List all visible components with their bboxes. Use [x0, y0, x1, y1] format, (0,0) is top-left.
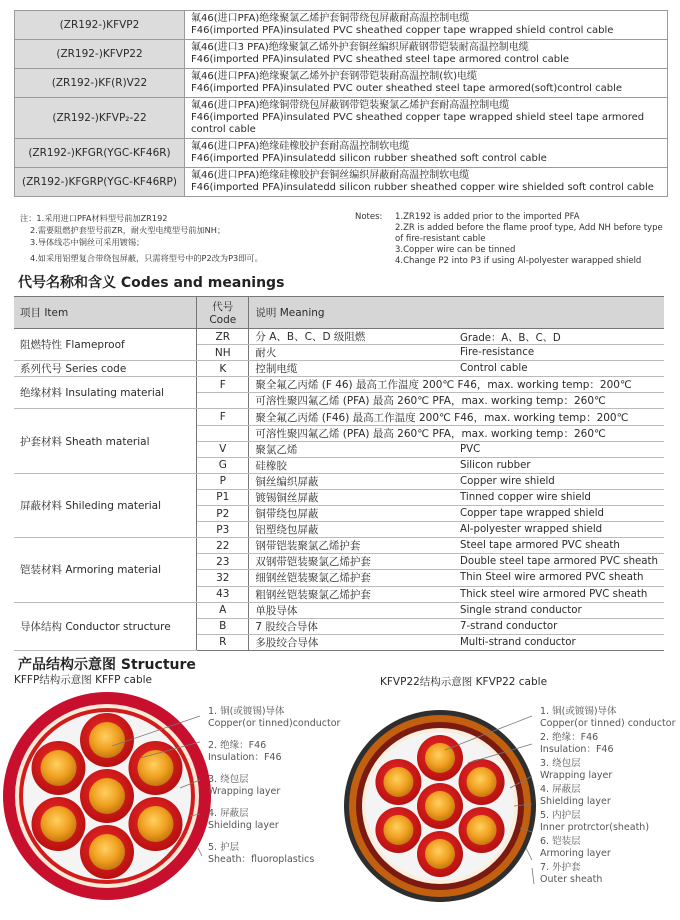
- code-meaning-en: Copper wire shield: [454, 473, 664, 489]
- code-item: 导体结构 Conductor structure: [14, 602, 197, 650]
- legend-cn: 绝缘：F46: [552, 732, 599, 743]
- model-row: [15, 11, 668, 40]
- code-row: [14, 538, 664, 554]
- code-value: P: [197, 473, 249, 489]
- code-meaning-en: Multi-strand conductor: [454, 634, 664, 650]
- model-description: [185, 168, 668, 197]
- legend-en: Wrapping layer: [208, 785, 281, 797]
- legend-cn: 铠装层: [552, 836, 581, 847]
- code-meaning-cn: 多股绞合导体: [249, 634, 454, 650]
- code-value: ZR: [197, 329, 249, 345]
- code-meaning-cn: 铜带绕包屏蔽: [249, 506, 454, 522]
- code-meaning-cn: 细钢丝铠装聚氯乙烯护套: [249, 570, 454, 586]
- legend-en: Shielding layer: [208, 819, 279, 831]
- code-value: K: [197, 361, 249, 377]
- core-conductor: [89, 778, 125, 814]
- legend-item: [208, 706, 340, 729]
- note-en-4: 4.Change P2 into P3 if using Al-polyester warapped shield: [395, 256, 642, 266]
- code-value: 22: [197, 538, 249, 554]
- core-conductor: [467, 767, 497, 797]
- model-row: [15, 98, 668, 139]
- code-value: R: [197, 634, 249, 650]
- code-meaning-cn: 钢带铠装聚氯乙烯护套: [249, 538, 454, 554]
- code-meaning-cn: 聚氯乙烯: [249, 441, 454, 457]
- model-code: (ZR192-)KFGRP(YGC-KF46RP): [15, 168, 185, 197]
- legend-num: 3.: [208, 774, 218, 785]
- code-value: 23: [197, 554, 249, 570]
- core-conductor: [383, 767, 413, 797]
- core-conductor: [137, 806, 173, 842]
- legend-num: 1.: [208, 706, 218, 717]
- code-meaning-cn: 分 A、B、C、D 级阻燃: [249, 329, 454, 345]
- code-value: P2: [197, 506, 249, 522]
- legend-item: [208, 740, 340, 763]
- legend-item: [208, 774, 340, 797]
- code-item: 绝缘材料 Insulating material: [14, 377, 197, 409]
- legend-en: Insulation：F46: [208, 751, 282, 763]
- cable2-label: KFVP22结构示意图 KFVP22 cable: [380, 676, 548, 688]
- core-conductor: [89, 722, 125, 758]
- legend-item: [540, 784, 675, 807]
- col-code: 代号 Code: [197, 297, 249, 329]
- code-value: F: [197, 409, 249, 425]
- model-code: (ZR192-)KFVP₂-22: [15, 98, 185, 139]
- model-code: (ZR192-)KFVP2: [15, 11, 185, 40]
- core-conductor: [41, 806, 77, 842]
- kfvp22-cable-diagram: [344, 710, 536, 902]
- code-value: NH: [197, 345, 249, 361]
- note-cn-1: 1.采用进口PFA材料型号前加ZR192: [36, 213, 168, 223]
- note-en-1: 1.ZR192 is added prior to the imported PFA: [395, 212, 580, 222]
- model-description: [185, 69, 668, 98]
- model-code: (ZR192-)KFVP22: [15, 40, 185, 69]
- code-meaning-en: PVC: [454, 441, 664, 457]
- code-row: [14, 602, 664, 618]
- model-row: [15, 40, 668, 69]
- legend-num: 2.: [208, 740, 218, 751]
- legend-num: 4.: [540, 784, 550, 795]
- note-en-2: 2.ZR is added before the flame proof type, Add NH before type of fire-resistant cable: [395, 223, 663, 244]
- code-value: P1: [197, 489, 249, 505]
- note-en-3: 3.Copper wire can be tinned: [395, 245, 516, 255]
- code-meaning-cn: 铜丝编织屏蔽: [249, 473, 454, 489]
- legend-cn: 绝缘：F46: [220, 740, 267, 751]
- legend-cn: 铜(或镀锡)导体: [552, 706, 617, 717]
- legend-item: [540, 862, 675, 885]
- legend-num: 5.: [540, 810, 550, 821]
- code-item: 阻燃特性 Flameproof: [14, 329, 197, 361]
- code-value: F: [197, 377, 249, 393]
- code-value: 43: [197, 586, 249, 602]
- code-item: 系列代号 Series code: [14, 361, 197, 377]
- code-meaning-en: Single strand conductor: [454, 602, 664, 618]
- model-row: [15, 69, 668, 98]
- model-description: [185, 139, 668, 168]
- code-meaning-cn: 聚全氟乙丙烯 (F 46) 最高工作温度 200℃ F46，max. working temp：200℃: [249, 377, 664, 393]
- core-conductor: [137, 750, 173, 786]
- code-meaning-cn: 耐火: [249, 345, 454, 361]
- model-desc-en: F46(imported PFA)insulatedd silicon rubber sheathed soft control cable: [191, 153, 547, 164]
- code-value: P3: [197, 522, 249, 538]
- legend-en: Sheath：fluoroplastics: [208, 853, 315, 865]
- legend-item: [540, 758, 675, 781]
- legend-item: [208, 842, 340, 865]
- code-meaning-cn: 铝塑绕包屏蔽: [249, 522, 454, 538]
- code-meaning-cn: 7 股绞合导体: [249, 618, 454, 634]
- core-conductor: [425, 839, 455, 869]
- code-meaning-en: 7-strand conductor: [454, 618, 664, 634]
- code-value: [197, 393, 249, 409]
- model-desc-cn: 氟46(进口PFA)绝缘聚氯乙烯外护套钢带铠装耐高温控制(软)电缆: [191, 71, 478, 82]
- code-meaning-en: Grade：A、B、C、D: [454, 329, 664, 345]
- code-meaning-en: Thin Steel wire armored PVC sheath: [454, 570, 664, 586]
- legend-cn: 绕包层: [552, 758, 581, 769]
- legend-item: [540, 732, 675, 755]
- cable1-legend: [208, 706, 340, 876]
- model-row: [15, 139, 668, 168]
- code-value: [197, 425, 249, 441]
- model-desc-cn: 氟46(进口3 PFA)绝缘聚氯乙烯外护套铜丝编织屏蔽钢带铠装耐高温控制电缆: [191, 42, 529, 53]
- code-value: A: [197, 602, 249, 618]
- code-row: [14, 409, 664, 425]
- code-item: 屏蔽材料 Shileding material: [14, 473, 197, 537]
- code-item: 铠装材料 Armoring material: [14, 538, 197, 602]
- code-value: G: [197, 457, 249, 473]
- code-meaning-cn: 可溶性聚四氟乙烯 (PFA) 最高 260℃ PFA，max. working temp：260℃: [249, 425, 664, 441]
- legend-item: [540, 836, 675, 859]
- col-meaning: 说明 Meaning: [249, 297, 664, 329]
- legend-num: 2.: [540, 732, 550, 743]
- code-value: B: [197, 618, 249, 634]
- model-desc-en: F46(imported PFA)insulatedd silicon rubber sheathed copper wire shielded soft control cable: [191, 182, 654, 193]
- codes-table: [14, 296, 664, 651]
- legend-num: 1.: [540, 706, 550, 717]
- code-meaning-en: Silicon rubber: [454, 457, 664, 473]
- code-meaning-en: Tinned copper wire shield: [454, 489, 664, 505]
- legend-en: Copper(or tinned)conductor: [208, 717, 341, 729]
- code-row: [14, 361, 664, 377]
- legend-en: Insulation：F46: [540, 743, 614, 755]
- code-meaning-cn: 控制电缆: [249, 361, 454, 377]
- model-code: (ZR192-)KF(R)V22: [15, 69, 185, 98]
- code-meaning-en: Fire-resistance: [454, 345, 664, 361]
- model-desc-en: F46(imported PFA)insulated PVC sheathed copper tape wrapped shield control cable: [191, 25, 614, 36]
- core-conductor: [425, 791, 455, 821]
- code-row: [14, 473, 664, 489]
- model-row: [15, 168, 668, 197]
- notes-chinese: [20, 212, 263, 264]
- legend-num: 5.: [208, 842, 218, 853]
- code-meaning-en: Al-polyester wrapped shield: [454, 522, 664, 538]
- code-meaning-cn: 单股导体: [249, 602, 454, 618]
- legend-en: Shielding layer: [540, 795, 611, 807]
- legend-num: 6.: [540, 836, 550, 847]
- notes-english: [355, 212, 673, 267]
- legend-cn: 绕包层: [220, 774, 249, 785]
- notes-en-label: Notes:: [355, 212, 383, 222]
- model-code: (ZR192-)KFGR(YGC-KF46R): [15, 139, 185, 168]
- model-desc-en: F46(imported PFA)insulated PVC outer sheathed steel tape armored(soft)control cable: [191, 83, 623, 94]
- model-desc-cn: 氟46(进口PFA)绝缘聚氯乙烯护套铜带绕包屏蔽耐高温控制电缆: [191, 13, 470, 24]
- code-meaning-cn: 聚全氟乙丙烯 (F46) 最高工作温度 200℃ F46，max. working temp：200℃: [249, 409, 664, 425]
- core-conductor: [89, 834, 125, 870]
- code-meaning-en: Double steel tape armored PVC sheath: [454, 554, 664, 570]
- col-item: 项目 Item: [14, 297, 197, 329]
- code-value: 32: [197, 570, 249, 586]
- code-meaning-en: Control cable: [454, 361, 664, 377]
- code-row: [14, 329, 664, 345]
- model-desc-cn: 氟46(进口PFA)绝缘硅橡胶护套耐高温控制软电缆: [191, 141, 410, 152]
- legend-cn: 护层: [220, 842, 240, 853]
- model-description: [185, 40, 668, 69]
- code-meaning-cn: 粗钢丝铠装聚氯乙烯护套: [249, 586, 454, 602]
- code-value: V: [197, 441, 249, 457]
- legend-en: Copper(or tinned) conductor: [540, 717, 676, 729]
- legend-en: Inner protrctor(sheath): [540, 821, 650, 833]
- legend-item: [540, 810, 675, 833]
- core-conductor: [383, 815, 413, 845]
- legend-num: 4.: [208, 808, 218, 819]
- code-item: 护套材料 Sheath material: [14, 409, 197, 473]
- note-cn-4: 4.如采用铝塑复合带绕包屏蔽，只需将型号中的P2改为P3即可。: [30, 253, 263, 263]
- structure-title: 产品结构示意图 Structure: [18, 657, 196, 673]
- code-meaning-en: Thick steel wire armored PVC sheath: [454, 586, 664, 602]
- model-desc-en: F46(imported PFA)insulated PVC sheathed steel tape armored control cable: [191, 54, 570, 65]
- cable1-label: KFFP结构示意图 KFFP cable: [14, 674, 153, 686]
- model-description: [185, 11, 668, 40]
- core-conductor: [467, 815, 497, 845]
- codes-title: 代号名称和含义 Codes and meanings: [18, 275, 285, 291]
- code-meaning-cn: 双钢带铠装聚氯乙烯护套: [249, 554, 454, 570]
- model-table: [14, 10, 668, 197]
- core-conductor: [41, 750, 77, 786]
- legend-item: [208, 808, 340, 831]
- code-meaning-en: Steel tape armored PVC sheath: [454, 538, 664, 554]
- legend-num: 7.: [540, 862, 550, 873]
- legend-item: [540, 706, 675, 729]
- notes-cn-label: 注：: [20, 213, 37, 223]
- code-meaning-cn: 硅橡胶: [249, 457, 454, 473]
- legend-cn: 屏蔽层: [220, 808, 249, 819]
- model-desc-cn: 氟46(进口PFA)绝缘硅橡胶护套铜丝编织屏蔽耐高温控制软电缆: [191, 170, 470, 181]
- model-description: [185, 98, 668, 139]
- code-meaning-cn: 镀锡铜丝屏蔽: [249, 489, 454, 505]
- legend-cn: 铜(或镀锡)导体: [220, 706, 285, 717]
- legend-en: Armoring layer: [540, 847, 611, 859]
- cable2-legend: [540, 706, 675, 888]
- code-meaning-en: Copper tape wrapped shield: [454, 506, 664, 522]
- note-cn-2: 2.需要阻燃护套型号前ZR，耐火型电缆型号前加NH；: [30, 225, 226, 235]
- legend-en: Outer sheath: [540, 873, 603, 885]
- model-desc-en: F46(imported PFA)insulated PVC sheathed copper tape wrapped shield steel tape armored control cable: [191, 112, 645, 135]
- code-meaning-cn: 可溶性聚四氟乙烯 (PFA) 最高 260℃ PFA，max. working temp：260℃: [249, 393, 664, 409]
- legend-en: Wrapping layer: [540, 769, 613, 781]
- legend-cn: 屏蔽层: [552, 784, 581, 795]
- legend-cn: 内护层: [552, 810, 581, 821]
- legend-num: 3.: [540, 758, 550, 769]
- note-cn-3: 3.导体线芯中铜丝可采用镀锡；: [30, 237, 145, 247]
- legend-cn: 外护套: [552, 862, 581, 873]
- code-row: [14, 377, 664, 393]
- model-desc-cn: 氟46(进口PFA)绝缘铜带绕包屏蔽钢带铠装聚氯乙烯护套耐高温控制电缆: [191, 100, 510, 111]
